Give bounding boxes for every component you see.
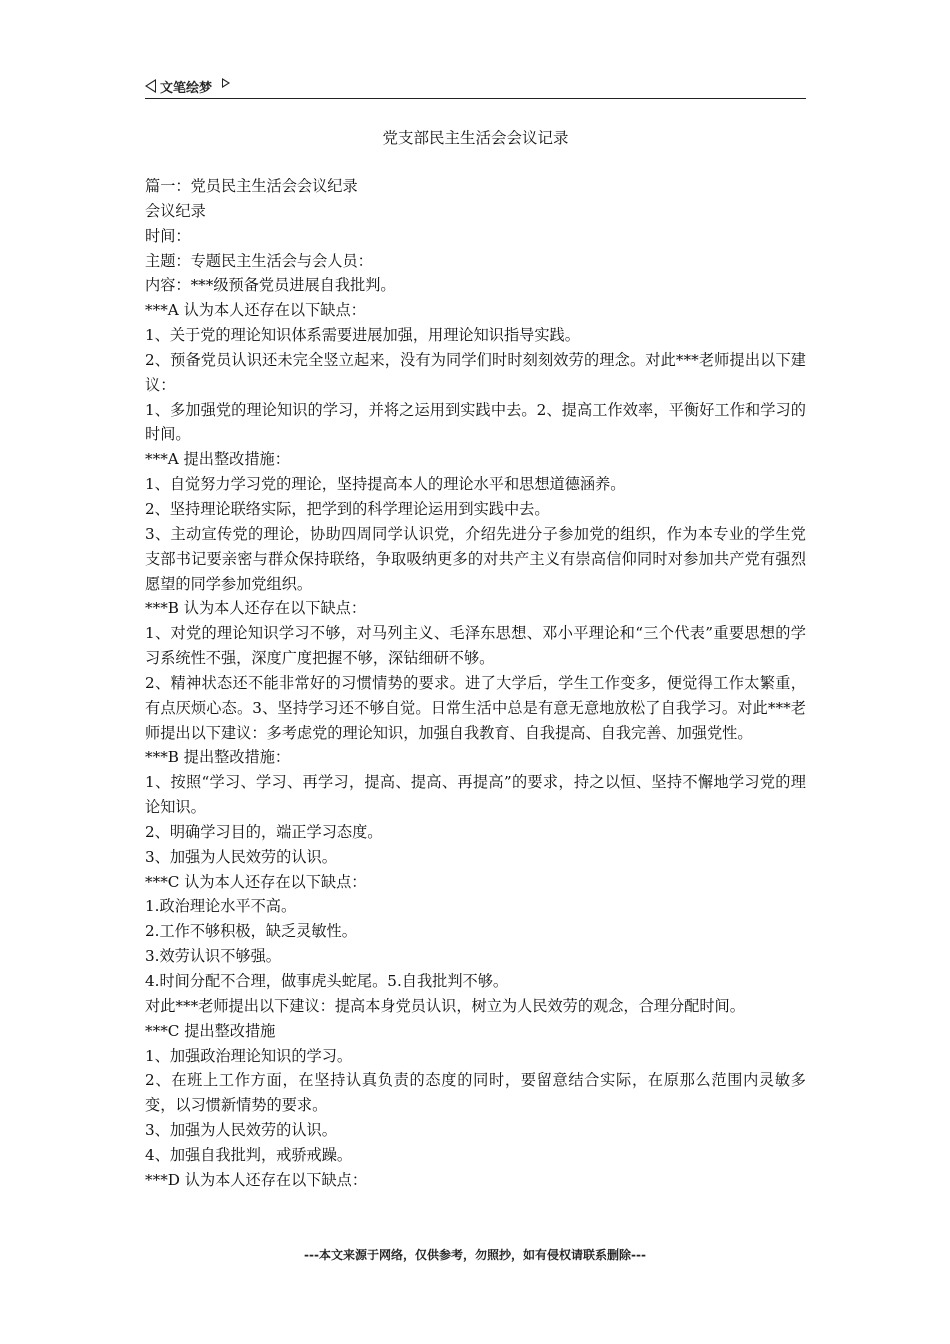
paragraph: 对此***老师提出以下建议：提高本身党员认识，树立为人民效劳的观念，合理分配时间。: [145, 996, 745, 1015]
footer-notice: ---本文来源于网络，仅供参考，勿照抄，如有侵权请联系删除---: [304, 1248, 646, 1262]
paragraph: 2、在班上工作方面，在坚持认真负责的态度的同时，要留意结合实际，在原那么范围内灵敏多变，以习惯新情势的要求。: [145, 1071, 806, 1115]
paragraph: 1、按照“学习、学习、再学习，提高、提高、再提高”的要求，持之以恒、坚持不懈地学习党的理论知识。: [145, 773, 806, 817]
paragraph: 篇一：党员民主生活会会议纪录: [145, 177, 358, 195]
paragraph: 4.时间分配不合理，做事虎头蛇尾。5.自我批判不够。: [145, 972, 509, 990]
paragraph: 1.政治理论水平不高。: [145, 897, 297, 916]
triangle-left-icon: [145, 79, 156, 93]
paragraph: 3、主动宣传党的理论，协助四周同学认识党，介绍先进分子参加党的组织，作为本专业的学生党支部书记要亲密与群众保持联络，争取吸纳更多的对共产主义有崇高信仰同时对参加共产党有强烈愿望的同学参加党组织。: [145, 524, 806, 593]
paragraph: ***C 认为本人还存在以下缺点：: [145, 872, 367, 891]
paragraph: 2、明确学习目的，端正学习态度。: [145, 822, 383, 841]
paragraph: 2、预备党员认识还未完全竖立起来，没有为同学们时时刻刻效劳的理念。对此***老师提出以下建议：: [145, 350, 806, 394]
paragraph: ***A 认为本人还存在以下缺点：: [145, 301, 366, 320]
paragraph: ***D 认为本人还存在以下缺点：: [145, 1170, 368, 1189]
paragraph: ***B 认为本人还存在以下缺点：: [145, 599, 367, 618]
paragraph: 主题：专题民主生活会与会人员：: [145, 251, 373, 270]
paragraph: 2、精神状态还不能非常好的习惯情势的要求。进了大学后，学生工作变多，便觉得工作太繁重，有点厌烦心态。3、坚持学习还不够自觉。日常生活中总是有意无意地放松了自我学习。对此***老师提出以下建议：多考虑党的理论知识，加强自我教育、自我提高、自我完善、加强党性。: [145, 673, 806, 742]
paragraph: 会议纪录: [145, 201, 206, 220]
paragraph: 时间：: [145, 226, 191, 245]
paragraph: ***A 提出整改措施：: [145, 450, 290, 469]
paragraph: 1、多加强党的理论知识的学习，并将之运用到实践中去。2、提高工作效率，平衡好工作和学习的时间。: [145, 400, 806, 444]
paragraph: 1、对党的理论知识学习不够，对马列主义、毛泽东思想、邓小平理论和“三个代表”重要思想的学习系统性不强，深度广度把握不够，深钻细研不够。: [145, 624, 806, 668]
paragraph: 3、加强为人民效劳的认识。: [145, 1121, 337, 1140]
paragraph: ***B 提出整改措施：: [145, 748, 291, 767]
paragraph: 1、自觉努力学习党的理论，坚持提高本人的理论水平和思想道德涵养。: [145, 475, 626, 494]
paragraph: 3、加强为人民效劳的认识。: [145, 847, 337, 866]
paragraph: 2、坚持理论联络实际，把学到的科学理论运用到实践中去。: [145, 499, 550, 518]
paragraph: 3.效劳认识不够强。: [145, 947, 281, 966]
page-header: [145, 74, 806, 99]
paragraph: 4、加强自我批判，戒骄戒躁。: [145, 1145, 353, 1164]
paragraph: 1、加强政治理论知识的学习。: [145, 1046, 353, 1065]
document-body: [145, 174, 806, 1193]
triangle-right-icon: [222, 78, 230, 88]
paragraph: ***C 提出整改措施: [145, 1021, 276, 1040]
brand-label: 文笔绘梦: [160, 80, 213, 96]
document-title: 党支部民主生活会会议记录: [382, 129, 569, 147]
paragraph: 2.工作不够积极，缺乏灵敏性。: [145, 922, 357, 941]
paragraph: 1、关于党的理论知识体系需要进展加强，用理论知识指导实践。: [145, 326, 580, 345]
paragraph: 内容：***级预备党员进展自我批判。: [145, 276, 396, 295]
